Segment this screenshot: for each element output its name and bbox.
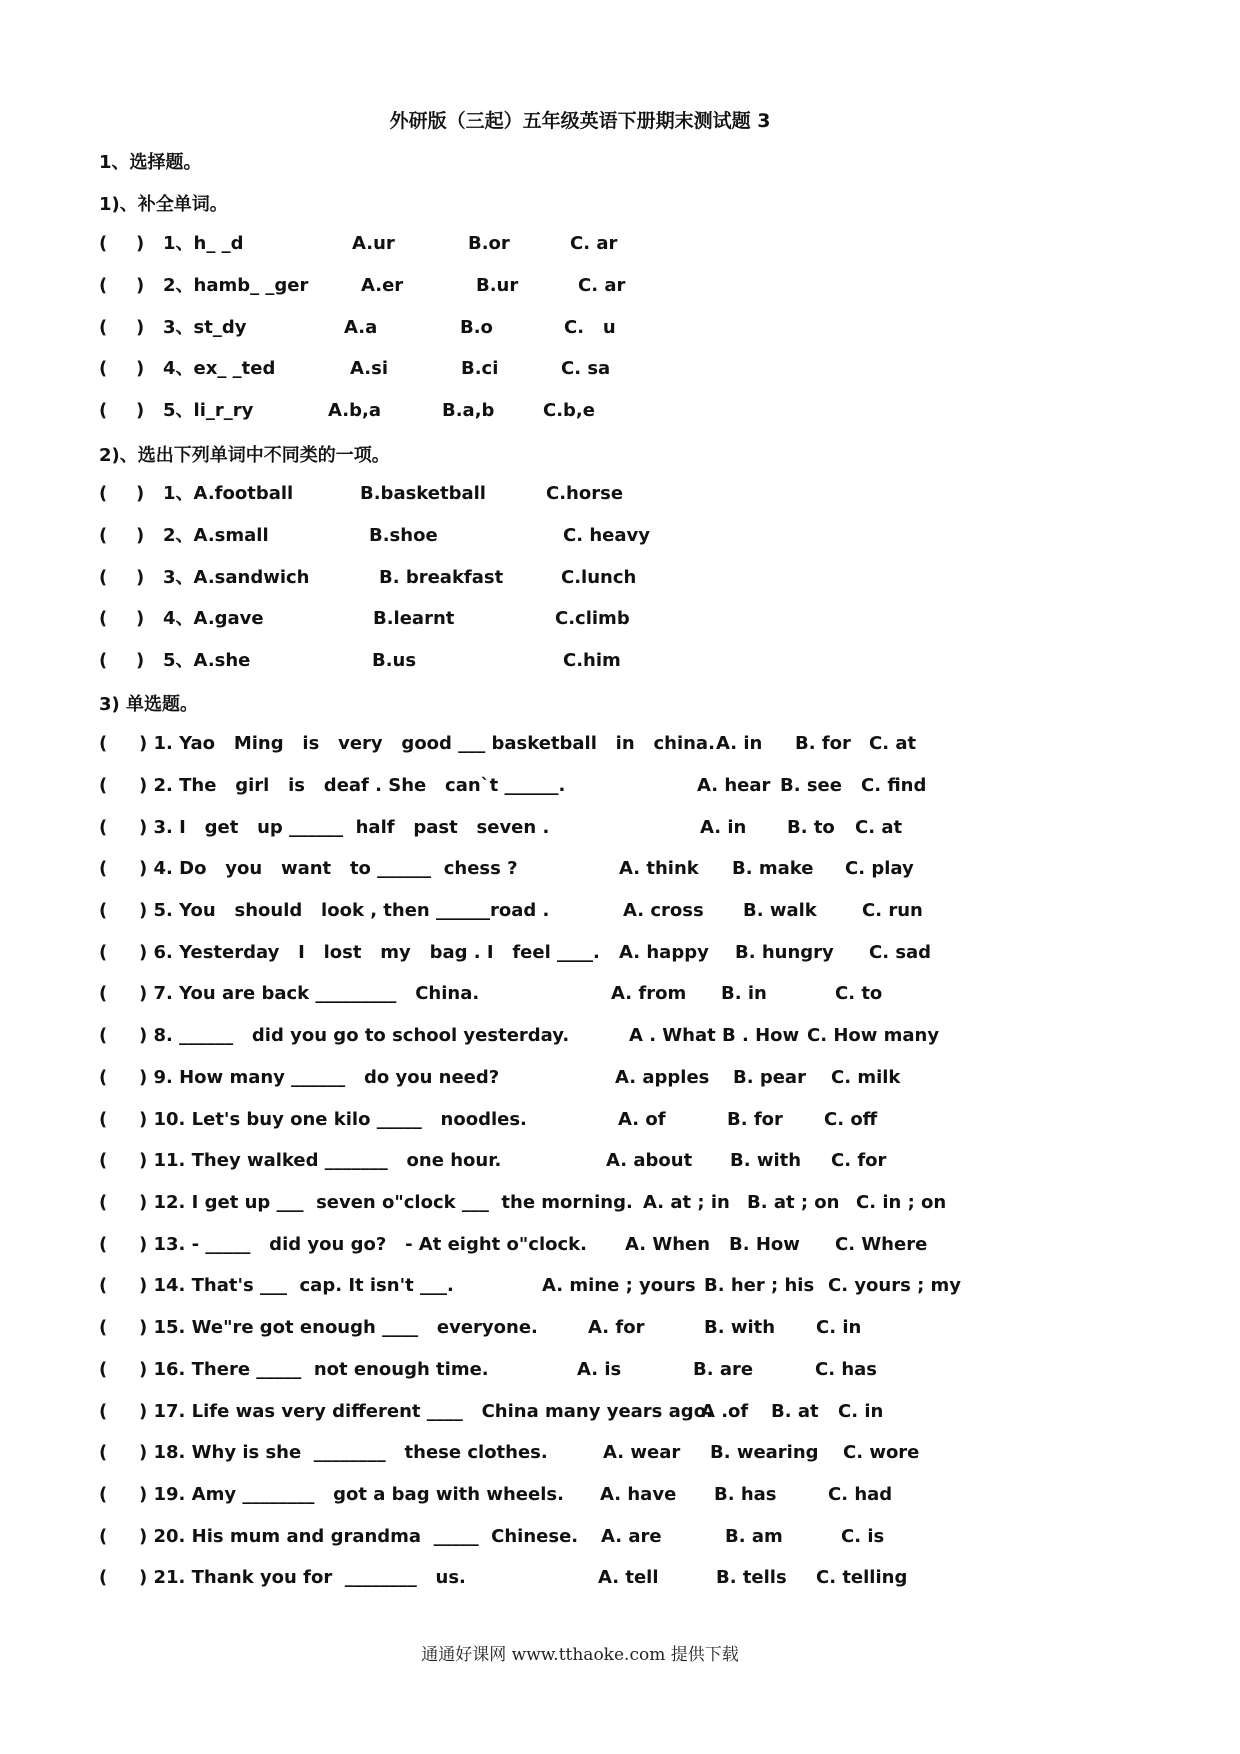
option-b: B. tells [716,1567,787,1588]
part-2-heading: 2)、选出下列单词中不同类的一项。 [99,445,390,466]
answer-bracket: ( [99,650,108,671]
option-a: A.a [344,317,378,338]
question-stem: ) 1. Yao Ming is very good ___ basketball in china. [139,733,715,754]
question-stem: ) 1、h_ _d [136,233,244,254]
option-a: A. When [625,1234,711,1255]
question-row [99,898,1159,924]
option-a: A. of [618,1109,666,1130]
option-b: B. with [704,1317,776,1338]
option-b: B. are [693,1359,754,1380]
option-b: B. am [725,1526,783,1547]
option-c: C. in [816,1317,862,1338]
question-row [99,856,1159,882]
option-b: B. for [795,733,851,754]
option-c: C. in ; on [856,1192,947,1213]
answer-bracket: ( [99,1150,108,1171]
question-row [99,1315,1159,1341]
question-row [99,1190,1159,1216]
answer-bracket: ( [99,1526,108,1547]
question-row [99,1065,1159,1091]
option-c: C. sad [869,942,932,963]
question-row [99,1565,1159,1591]
question-row [99,1524,1159,1550]
option-b: B.us [372,650,417,671]
option-c: C. at [869,733,917,754]
answer-bracket: ( [99,567,108,588]
question-stem: ) 5、li_r_ry [136,400,254,421]
question-stem: ) 5、A.she [136,650,251,671]
question-row [99,940,1159,966]
answer-bracket: ( [99,1317,108,1338]
answer-bracket: ( [99,1567,108,1588]
question-row [99,815,1159,841]
question-stem: ) 6. Yesterday I lost my bag . I feel ____. [139,942,600,963]
option-c: C. How many [807,1025,940,1046]
question-stem: ) 13. - _____ did you go? - At eight o"clock. [139,1234,587,1255]
option-c: C. for [831,1150,887,1171]
question-row [99,648,1159,674]
section-1-heading: 1、选择题。 [99,152,202,173]
option-b: B . How [722,1025,800,1046]
question-row [99,606,1159,632]
option-c: C. find [861,775,927,796]
option-a: A.ur [352,233,395,254]
option-c: C. off [824,1109,878,1130]
question-row [99,231,1159,257]
option-b: B. her ; his [704,1275,815,1296]
question-row [99,731,1159,757]
option-b: B. for [727,1109,783,1130]
answer-bracket: ( [99,733,108,754]
answer-bracket: ( [99,1109,108,1130]
option-a: A.si [350,358,388,379]
question-stem: ) 7. You are back _________ China. [139,983,480,1004]
question-stem: ) 2、hamb_ _ger [136,275,309,296]
answer-bracket: ( [99,233,108,254]
option-b: B.or [468,233,510,254]
option-c: C. milk [831,1067,901,1088]
option-c: C. run [862,900,923,921]
question-stem: ) 4. Do you want to ______ chess ? [139,858,518,879]
question-row [99,315,1159,341]
option-b: B.a,b [442,400,495,421]
question-row [99,565,1159,591]
question-row [99,1440,1159,1466]
answer-bracket: ( [99,275,108,296]
question-row [99,398,1159,424]
option-b: B. pear [733,1067,806,1088]
question-row [99,481,1159,507]
question-stem: ) 17. Life was very different ____ China many years ago. [139,1401,713,1422]
question-row [99,1357,1159,1383]
question-row [99,1023,1159,1049]
question-stem: ) 3. I get up ______ half past seven . [139,817,550,838]
option-c: C. has [815,1359,877,1380]
option-a: A. about [606,1150,693,1171]
option-c: C. to [835,983,883,1004]
option-a: A. in [716,733,763,754]
option-a: A. have [600,1484,677,1505]
option-a: A. from [611,983,687,1004]
part-3-heading: 3) 单选题。 [99,694,199,715]
option-a: A. happy [619,942,709,963]
question-stem: ) 8. ______ did you go to school yesterday. [139,1025,570,1046]
option-b: B.ur [476,275,519,296]
question-stem: ) 19. Amy ________ got a bag with wheels. [139,1484,564,1505]
question-row [99,1273,1159,1299]
option-b: B. breakfast [379,567,504,588]
answer-bracket: ( [99,400,108,421]
option-b: B. at [771,1401,819,1422]
option-a: A. cross [623,900,704,921]
question-row [99,1232,1159,1258]
question-row [99,1148,1159,1174]
option-a: A. wear [603,1442,681,1463]
option-a: A. at ; in [643,1192,730,1213]
option-b: B. make [732,858,814,879]
part-1-heading: 1)、补全单词。 [99,194,228,215]
question-stem: ) 15. We"re got enough ____ everyone. [139,1317,538,1338]
option-a: A. think [619,858,699,879]
option-b: B. walk [743,900,817,921]
answer-bracket: ( [99,1401,108,1422]
answer-bracket: ( [99,525,108,546]
answer-bracket: ( [99,1192,108,1213]
option-a: A . What [629,1025,716,1046]
option-c: C.lunch [561,567,637,588]
answer-bracket: ( [99,775,108,796]
option-c: C. heavy [563,525,650,546]
question-row [99,1107,1159,1133]
question-stem: ) 21. Thank you for ________ us. [139,1567,466,1588]
option-b: B.shoe [369,525,438,546]
option-b: B. with [730,1150,802,1171]
question-stem: ) 9. How many ______ do you need? [139,1067,500,1088]
question-stem: ) 11. They walked _______ one hour. [139,1150,502,1171]
question-stem: ) 10. Let's buy one kilo _____ noodles. [139,1109,527,1130]
option-c: C. had [828,1484,893,1505]
option-b: B. wearing [710,1442,819,1463]
question-row [99,273,1159,299]
option-a: A. are [601,1526,662,1547]
option-a: A. for [588,1317,645,1338]
question-row [99,1482,1159,1508]
option-a: A. hear [697,775,771,796]
option-c: C. at [855,817,903,838]
answer-bracket: ( [99,1234,108,1255]
option-b: B.learnt [373,608,455,629]
question-row [99,356,1159,382]
option-c: C.him [563,650,621,671]
question-stem: ) 4、A.gave [136,608,264,629]
option-a: A. mine ; yours [542,1275,696,1296]
option-b: B. has [714,1484,777,1505]
option-b: B. see [780,775,842,796]
answer-bracket: ( [99,1484,108,1505]
option-c: C. Where [835,1234,928,1255]
question-row [99,1399,1159,1425]
answer-bracket: ( [99,1359,108,1380]
option-b: B. to [787,817,835,838]
option-a: A.er [361,275,404,296]
answer-bracket: ( [99,608,108,629]
option-a: A.b,a [328,400,381,421]
option-c: C. ar [570,233,618,254]
option-c: C. play [845,858,914,879]
option-a: A. is [577,1359,622,1380]
question-stem: ) 20. His mum and grandma _____ Chinese. [139,1526,579,1547]
option-c: C.b,e [543,400,595,421]
answer-bracket: ( [99,817,108,838]
option-b: B.ci [461,358,499,379]
option-c: C. sa [561,358,611,379]
answer-bracket: ( [99,1442,108,1463]
question-row [99,773,1159,799]
option-a: A. tell [598,1567,659,1588]
answer-bracket: ( [99,483,108,504]
question-stem: ) 5. You should look , then ______road . [139,900,550,921]
option-b: B. hungry [735,942,834,963]
option-a: A. apples [615,1067,710,1088]
option-a: A. in [700,817,747,838]
option-b: B. at ; on [747,1192,840,1213]
answer-bracket: ( [99,858,108,879]
option-c: C.horse [546,483,624,504]
footer-source: 通通好课网 www.tthaoke.com 提供下载 [421,1645,739,1665]
question-stem: ) 3、st_dy [136,317,247,338]
option-c: C. is [841,1526,885,1547]
question-row [99,523,1159,549]
answer-bracket: ( [99,983,108,1004]
option-a: A .of [701,1401,749,1422]
page-title: 外研版（三起）五年级英语下册期末测试题 3 [389,110,771,132]
question-stem: ) 2、A.small [136,525,269,546]
option-b: B. in [721,983,767,1004]
option-c: C. wore [843,1442,920,1463]
answer-bracket: ( [99,358,108,379]
question-stem: ) 3、A.sandwich [136,567,310,588]
answer-bracket: ( [99,1025,108,1046]
answer-bracket: ( [99,942,108,963]
option-c: C. in [838,1401,884,1422]
answer-bracket: ( [99,900,108,921]
answer-bracket: ( [99,1275,108,1296]
option-c: C. yours ; my [828,1275,962,1296]
question-stem: ) 14. That's ___ cap. It isn't ___. [139,1275,454,1296]
option-c: C.climb [555,608,630,629]
option-b: B.basketball [360,483,486,504]
question-stem: ) 18. Why is she ________ these clothes. [139,1442,548,1463]
option-b: B.o [460,317,493,338]
option-c: C. u [564,317,616,338]
question-stem: ) 4、ex_ _ted [136,358,276,379]
option-c: C. telling [816,1567,908,1588]
option-c: C. ar [578,275,626,296]
answer-bracket: ( [99,317,108,338]
option-b: B. How [729,1234,800,1255]
question-stem: ) 12. I get up ___ seven o"clock ___ the morning. [139,1192,633,1213]
question-stem: ) 1、A.football [136,483,294,504]
question-stem: ) 2. The girl is deaf . She can`t ______. [139,775,566,796]
question-row [99,981,1159,1007]
answer-bracket: ( [99,1067,108,1088]
question-stem: ) 16. There _____ not enough time. [139,1359,489,1380]
